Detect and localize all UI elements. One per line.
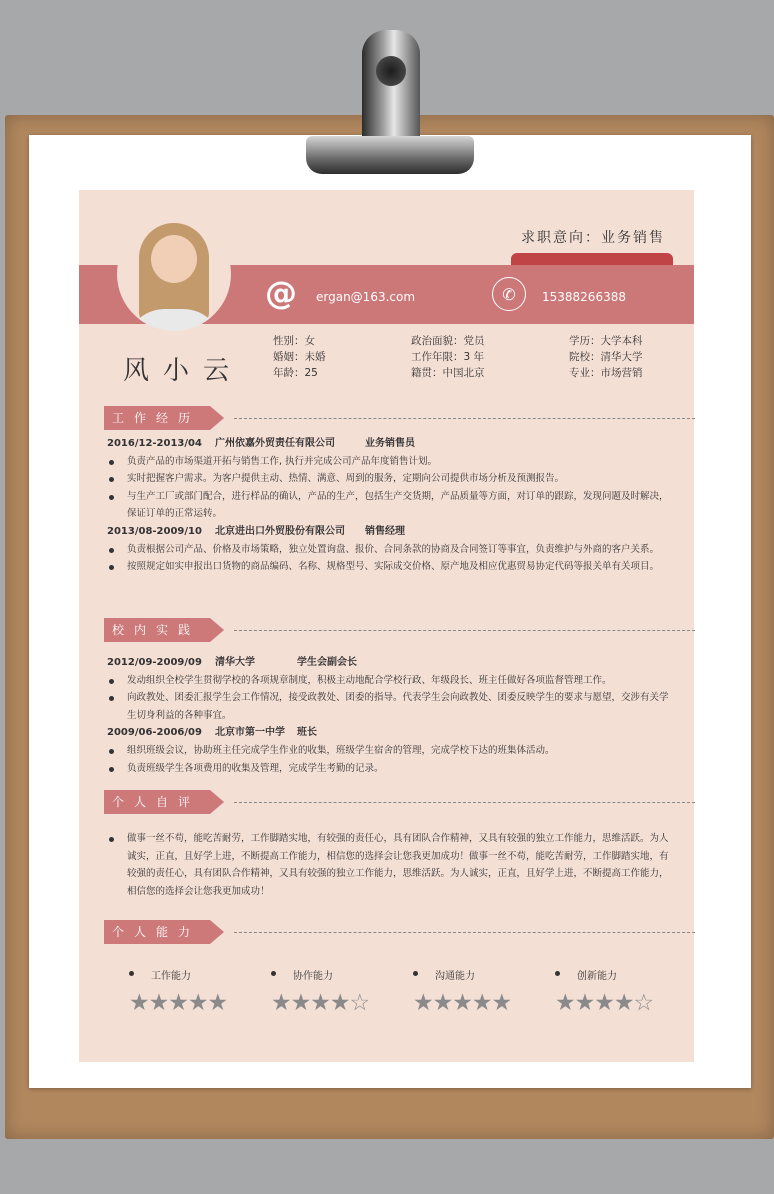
star-icon: ★ (613, 990, 634, 1016)
skill-1: 工作能力 ★★★★★ (129, 967, 269, 1015)
star-icon: ★ (574, 990, 595, 1016)
star-icon: ★ (432, 990, 453, 1016)
section-self: 个人自评 (104, 790, 695, 814)
work-block: 2016/12-2013/04 广州依嘉外贸责任有限公司 业务销售员 负责产品的市场渠道开拓与销售工作, 执行并完成公司产品年度销售计划。 实时把握客户需求。为客户提供主动、热情、满意、周到的服务，定期向公司提供市场分析及预测报告。 与生产工厂或部门配合，进行样品的确认，产品的生产，包括生产交货期，产品质量等方面，对订单的跟踪，发现问题及时解决，保证订单的正常运转。 2013/08-2009/10 北京进出口外贸股份有限公司 销售经理 负责根据公司产品、价格及市场策略，独立处置询盘、报价、合同条款的协商及合同签订等事宜，负责维护与外商的客户关系。 按照规定如实申报出口货物的商品编码、名称、规格型号、实际成交价格、原产地及相应优惠贸易协定代码等报关单有关项目。 (107, 435, 672, 576)
star-rating (129, 991, 269, 1015)
star-icon: ★ (148, 990, 169, 1016)
star-icon: ★ (310, 990, 330, 1016)
work-entry-2: 2013/08-2009/10 北京进出口外贸股份有限公司 销售经理 (107, 525, 405, 537)
star-rating (555, 991, 695, 1015)
star-icon: ★ (594, 990, 614, 1016)
section-work: 工作经历 (104, 406, 695, 430)
star-icon: ★ (129, 990, 149, 1016)
work-entry-1: 2016/12-2013/04 广州依嘉外贸责任有限公司 业务销售员 (107, 438, 415, 449)
self-eval-block (107, 830, 672, 900)
info-col-2: 政治面貌：党员 工作年限：3 年 籍贯：中国北京 (411, 335, 485, 379)
skill-2: 协作能力 ★★★★☆ (271, 967, 411, 1015)
email-icon: @ (265, 274, 297, 312)
star-icon: ★ (491, 990, 512, 1016)
star-rating (413, 991, 553, 1015)
star-icon: ★ (329, 990, 350, 1016)
person-name: 风小云 (123, 356, 244, 386)
skill-4: 创新能力 ★★★★☆ (555, 967, 695, 1015)
avatar (117, 217, 231, 331)
email-text[interactable]: ergan@163.com (316, 290, 416, 304)
star-icon: ★ (168, 990, 188, 1016)
campus-entry-1: 2012/09-2009/09 清华大学 学生会副会长 (107, 657, 357, 668)
star-icon: ★ (271, 990, 291, 1016)
campus-block: 2012/09-2009/09 清华大学 学生会副会长 发动组织全校学生贯彻学校的各项规章制度，积极主动地配合学校行政、年级段长、班主任做好各项监督管理工作。 向政教处、团委汇报学生会工作情况，接受政教处、团委的指导。代表学生会向政教处、团委反映学生的要求与愿望，交涉有关学生切身利益的各种事宜。 2009/06-2006/09 北京市第一中学 班长 组织班级会议，协助班主任完成学生作业的收集，班级学生宿舍的管理，完成学校下达的班集体活动。 负责班级学生各项费用的收集及管理，完成学生考勤的记录。 (107, 654, 672, 777)
section-campus: 校内实践 (104, 618, 695, 642)
star-icon: ★ (187, 990, 208, 1016)
clip-arm (362, 30, 420, 148)
star-icon: ★ (413, 990, 433, 1016)
skill-3: 沟通能力 ★★★★★ (413, 967, 553, 1015)
campus-entry-2: 2009/06-2006/09 北京市第一中学 班长 (107, 727, 317, 739)
info-col-1: 性别：女 婚姻：未婚 年龄：25 (273, 335, 326, 379)
star-icon: ★ (290, 990, 311, 1016)
phone-icon: ✆ (492, 277, 526, 311)
clip-hole (376, 56, 406, 86)
star-icon: ☆ (633, 990, 654, 1016)
job-intent: 求职意向：业务销售 (521, 230, 665, 246)
info-col-3: 学历：大学本科 院校：清华大学 专业：市场营销 (569, 335, 643, 379)
star-icon: ★ (207, 990, 228, 1016)
star-icon: ★ (452, 990, 472, 1016)
star-icon: ★ (471, 990, 492, 1016)
resume (79, 190, 694, 1062)
star-icon: ☆ (349, 990, 370, 1016)
star-rating (271, 991, 411, 1015)
phone-text: 15388266388 (542, 290, 626, 304)
star-icon: ★ (555, 990, 575, 1016)
section-ability: 个人能力 (104, 920, 695, 944)
self-eval-text: 做事一丝不苟，能吃苦耐劳，工作脚踏实地，有较强的责任心，具有团队合作精神，又具有较强的独立工作能力，思维活跃。为人诚实，正直，且好学上进，不断提高工作能力，相信您的选择会让您我更加成功！做事一丝不苟，能吃苦耐劳，工作脚踏实地，有较强的责任心，具有团队合作精神，又具有较强的独立工作能力，思维活跃。为人诚实，正直，且好学上进，不断提高工作能力，相信您的选择会让您我更加成功！ (107, 830, 672, 900)
clip-base (306, 136, 474, 174)
